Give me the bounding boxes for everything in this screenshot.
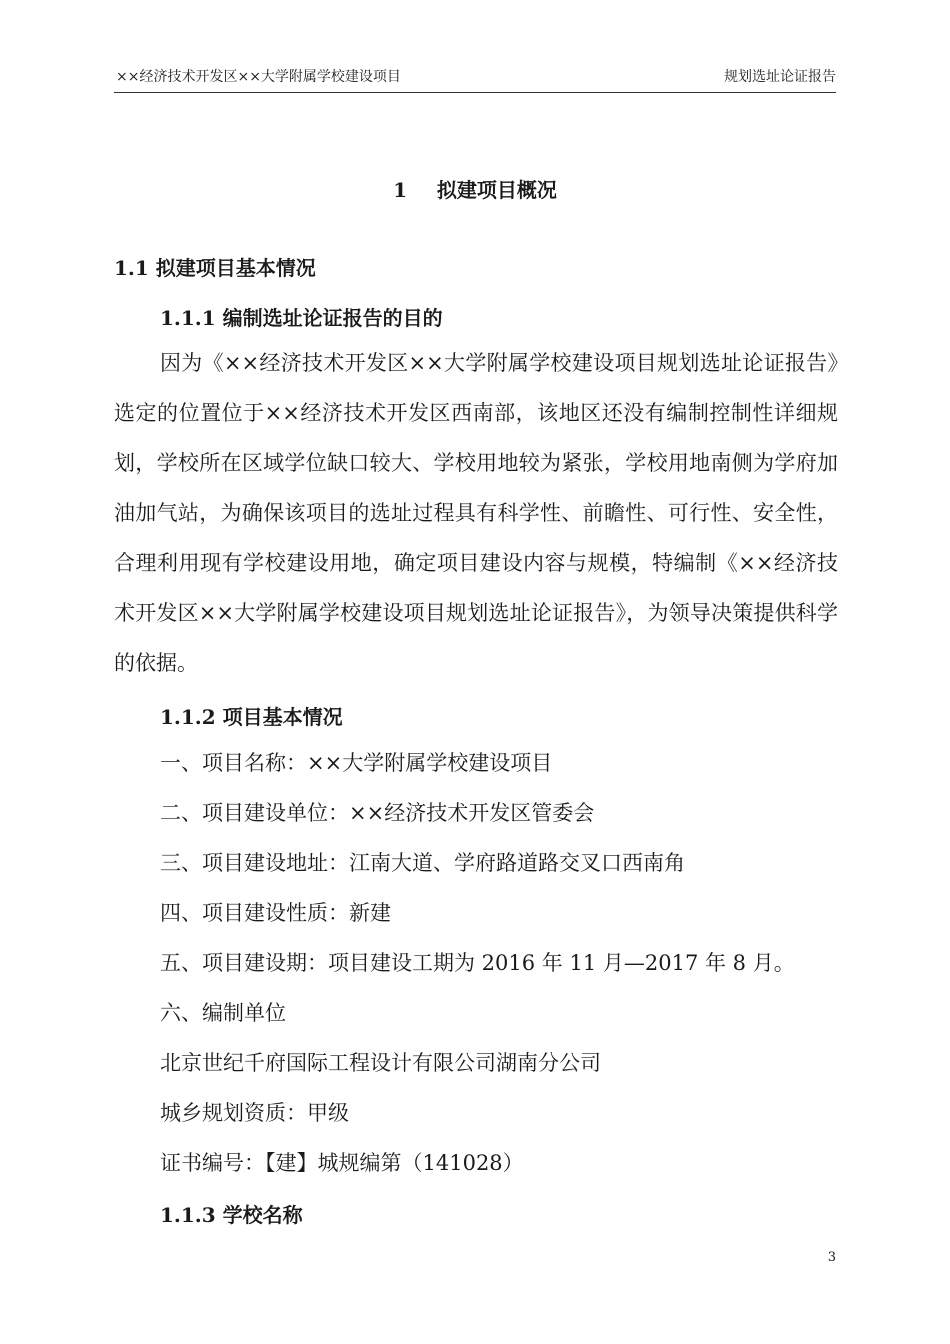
list-item-construction-unit: 二、项目建设单位：××经济技术开发区管委会	[160, 801, 595, 825]
list-item-company-name: 北京世纪千府国际工程设计有限公司湖南分公司	[160, 1051, 601, 1075]
chapter-title: 1 拟建项目概况	[393, 178, 557, 202]
section-heading-1-1: 1.1 拟建项目基本情况	[114, 256, 316, 280]
list-item-construction-period: 五、项目建设期：项目建设工期为 2016 年 11 月—2017 年 8 月。	[160, 951, 795, 975]
list-item-qualification: 城乡规划资质：甲级	[160, 1101, 349, 1125]
list-item-construction-address: 三、项目建设地址：江南大道、学府路道路交叉口西南角	[160, 851, 685, 875]
list-item-compiling-unit: 六、编制单位	[160, 1001, 286, 1025]
list-item-project-name: 一、项目名称：××大学附属学校建设项目	[160, 751, 553, 775]
section-heading-1-1-3: 1.1.3 学校名称	[160, 1203, 303, 1227]
header-project-title: ××经济技术开发区××大学附属学校建设项目	[116, 69, 401, 85]
page-header	[114, 66, 836, 93]
list-item-construction-nature: 四、项目建设性质：新建	[160, 901, 391, 925]
header-report-title: 规划选址论证报告	[724, 69, 836, 85]
list-item-certificate-number: 证书编号：【建】城规编第（141028）	[160, 1151, 524, 1175]
purpose-paragraph: 因为《××经济技术开发区××大学附属学校建设项目规划选址论证报告》选定的位置位于××经济技术开发区西南部，该地区还没有编制控制性详细规划，学校所在区域学位缺口较大、学校用地较为紧张，学校用地南侧为学府加油加气站，为确保该项目的选址过程具有科学性、前瞻性、可行性、安全性，合理利用现有学校建设用地，确定项目建设内容与规模，特编制《××经济技术开发区××大学附属学校建设项目规划选址论证报告》，为领导决策提供科学的依据。	[114, 351, 838, 675]
page-number: 3	[827, 1250, 836, 1265]
section-heading-1-1-1: 1.1.1 编制选址论证报告的目的	[160, 306, 443, 330]
section-heading-1-1-2: 1.1.2 项目基本情况	[160, 705, 343, 729]
